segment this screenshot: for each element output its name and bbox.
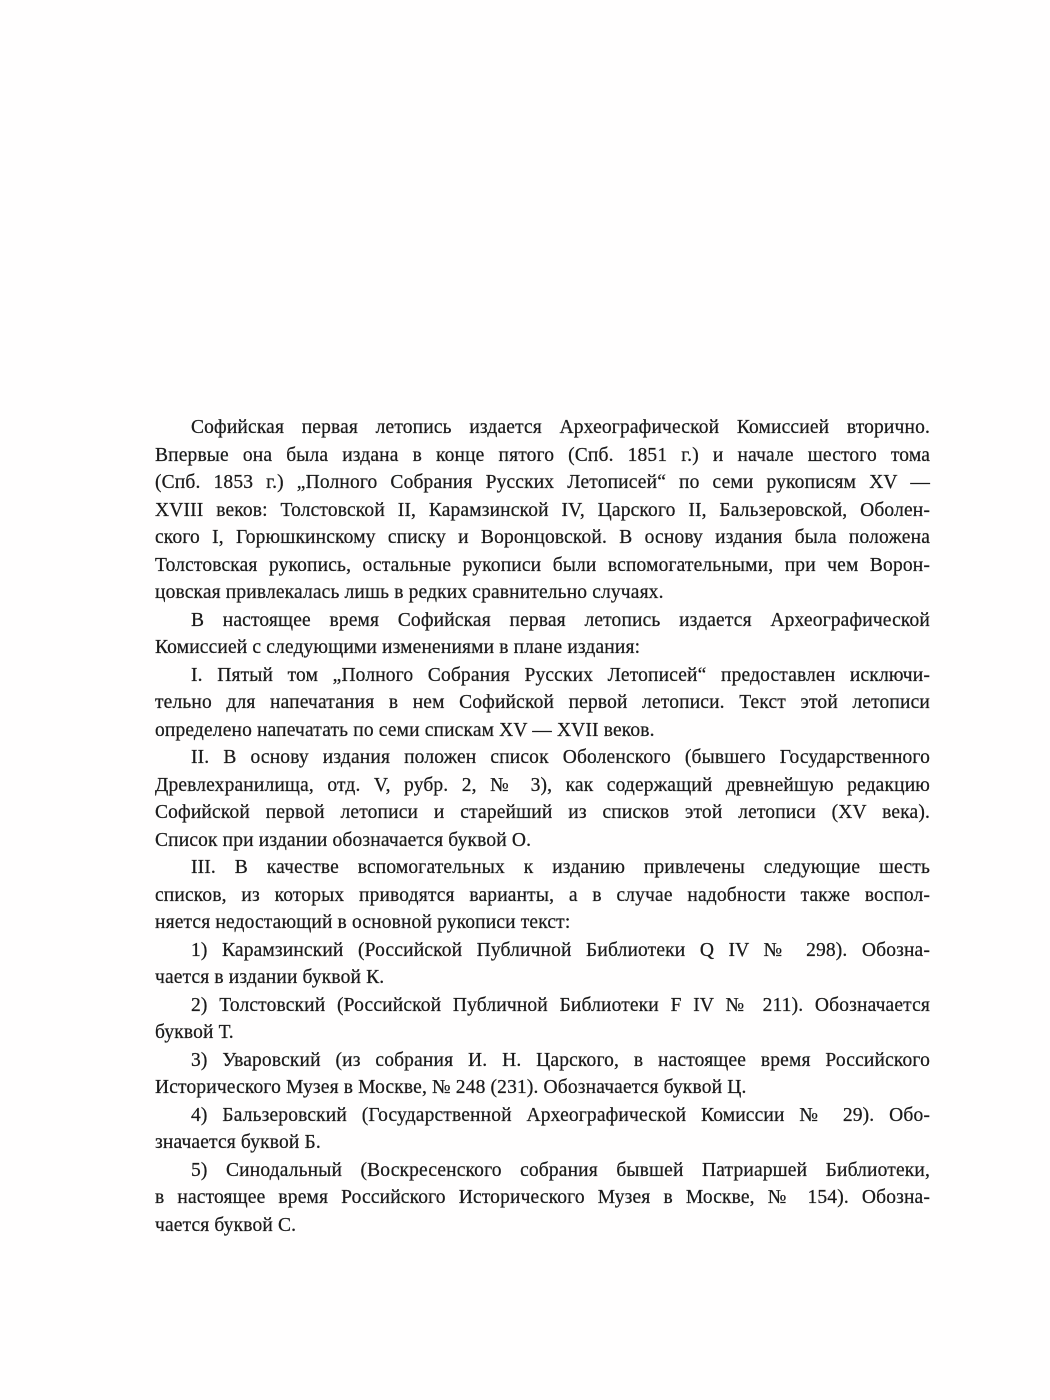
text-line: Список при издании обозначается буквой О. <box>155 829 532 851</box>
text-line: Древлехранилища, отд. V, рубр. 2, № 3), как содержащий древнейшую редакцию <box>155 774 930 796</box>
text-line: чается буквой С. <box>155 1214 297 1236</box>
list-item-2-tolstovsky <box>155 992 930 1047</box>
text-line: определено напечатать по семи спискам XV — XVII веков. <box>155 719 655 741</box>
text-line: 1) Карамзинский (Российской Публичной Библиотеки Q IV № 298). Обозна- <box>191 939 930 961</box>
text-line: 2) Толстовский (Российской Публичной Библиотеки F IV № 211). Обозначается <box>191 994 930 1016</box>
text-line: в настоящее время Российского Исторического Музея в Москве, № 154). Обозна- <box>155 1187 930 1208</box>
paragraph-item-I <box>155 662 930 745</box>
paragraph-intro <box>155 414 930 607</box>
text-line: значается буквой Б. <box>155 1132 321 1153</box>
paragraph-item-II <box>155 744 930 854</box>
paragraph-current-edition <box>155 607 930 662</box>
text-line: II. В основу издания положен список Оболенского (бывшего Государственного <box>191 747 930 768</box>
text-line: цовская привлекалась лишь в редких сравнительно случаях. <box>155 582 664 603</box>
text-line: няется недостающий в основной рукописи текст: <box>155 912 571 933</box>
text-line: 4) Бальзеровский (Государственной Археографической Комиссии № 29). Обо- <box>191 1104 930 1126</box>
text-line: Софийской первой летописи и старейший из списков этой летописи (XV века). <box>155 802 930 823</box>
text-line: 3) Уваровский (из собрания И. Н. Царского, в настоящее время Российского <box>191 1049 930 1071</box>
list-item-5-sinodalny <box>155 1157 930 1240</box>
text-line: XVIII веков: Толстовской II, Карамзинской IV, Царского II, Бальзеровской, Оболен- <box>155 499 930 521</box>
paragraph-item-III <box>155 854 930 937</box>
text-line: III. В качестве вспомогательных к изданию привлечены следующие шесть <box>191 857 930 878</box>
text-line: тельно для напечатания в нем Софийской первой летописи. Текст этой летописи <box>155 692 930 713</box>
text-line: Комиссией с следующими изменениями в плане издания: <box>155 637 641 658</box>
text-line: В настоящее время Софийская первая летопись издается Археографической <box>191 609 930 631</box>
page-text <box>155 414 930 1239</box>
text-line: Толстовская рукопись, остальные рукописи были вспомогательными, при чем Ворон- <box>155 554 930 576</box>
list-item-1-karamzinsky <box>155 937 930 992</box>
text-line: (Спб. 1853 г.) „Полного Собрания Русских Летописей“ по семи рукописям XV — <box>155 472 930 493</box>
text-line: ского I, Горюшкинскому списку и Воронцовской. В основу издания была положена <box>155 527 930 548</box>
text-line: I. Пятый том „Полного Собрания Русских Летописей“ предоставлен исключи- <box>191 664 930 686</box>
text-line: списков, из которых приводятся варианты, а в случае надобности также воспол- <box>155 884 930 906</box>
text-line: 5) Синодальный (Воскресенского собрания бывшей Патриаршей Библиотеки, <box>191 1159 930 1181</box>
text-line: буквой Т. <box>155 1022 234 1043</box>
list-item-4-balzerovsky <box>155 1102 930 1157</box>
text-line: чается в издании буквой К. <box>155 967 385 988</box>
list-item-3-uvarovsky <box>155 1047 930 1102</box>
text-line: Впервые она была издана в конце пятого (Спб. 1851 г.) и начале шестого тома <box>155 444 930 466</box>
text-line: Софийская первая летопись издается Археографической Комиссией вторично. <box>191 417 930 438</box>
text-line: Исторического Музея в Москве, № 248 (231). Обозначается буквой Ц. <box>155 1077 747 1098</box>
